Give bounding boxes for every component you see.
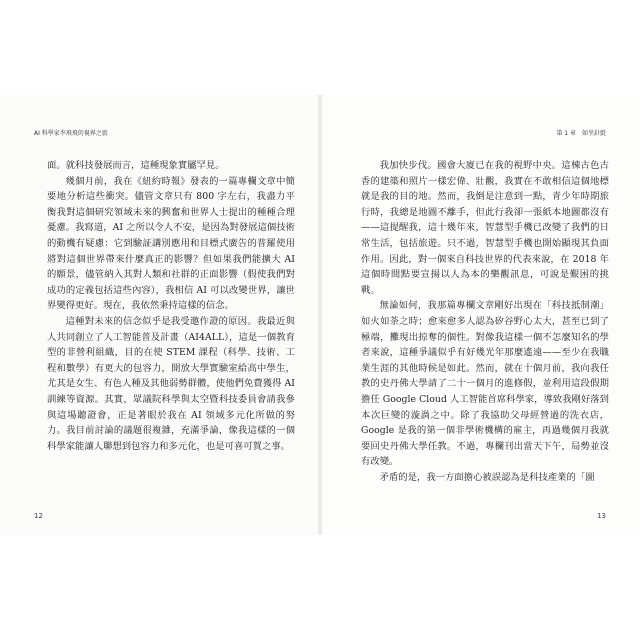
page-number-right: 13 [597,512,606,520]
paragraph: 我加快步伐。國會大廈已在我的視野中央。這棟古色古香的建築和照片一樣宏偉、壯觀，我實在不敢相信這個地標就是我的目的地。然而，我倒是注意到一點，青少年時期旅行時，我總是地圖不離手，但此行我卻一張紙本地圖都沒有——這提醒我，這十幾年來，智慧型手機已改變了我們的日常生活，包括旅遊。只不過，智慧型手機也開始顯現其負面作用。因此，對一個來自科技世界的代表來說，在 2018 年這個時間點要宣揚以人為本的樂觀訊息，可說是艱困的挑戰。 [361,160,609,296]
paragraph: 矛盾的是，我一方面擔心被誤認為是科技產業的「圖 [379,471,595,483]
running-head-book-title: AI 科學家李飛飛的視界之旅 [34,130,108,137]
paragraph: 幾個月前，我在《紐約時報》發表的一篇專欄文章中簡要地分析這些衝突。儘管文章只有 800 字左右，我盡力平衡我對這個研究領域未來的興奮和世界人士提出的種種合理憂慮。我寫道，AI 之所以令人不安，是因為對發展這個技術的動機有疑慮：它到驗証講別應用和目標式廣告的普羅使用將對這個世界帶來什麼真正的影響？但如果我們能擴大 AI 的願景，儘管納入其對人類和社群的正面影響（假使我們對成功的定義包括這些內容），我相信 AI 可以改變世界，讓世界變得更好。現在，我依然秉持這樣的信念。 [47,175,295,312]
running-head-chapter: 第 1 章 如坐針氈 [556,130,606,137]
paragraph: 無論如何，我那篇專欄文章剛好出現在「科技抵制潮」如火如荼之時；愈來愈多人認為矽谷野心太大，甚至已到了極端，攤現出掠奪的個性。對像我這樣一個不怎麼知名的學者來說，這種爭議似乎有好幾光年那麼遙遠——至少在我職業生涯的其他時候是如此。然而，就在十個月前，我向我任教的史丹佛大學請了二十一個月的進修假，並利用這段假期擔任 Google Cloud 人工智能首席科學家，導致我剛好落到本次巨變的漩渦之中。除了我協助父母經營過的洗衣店，Google 是我的第一個非學術機構的雇主，再過幾個月我就要回史丹佛大學任教。不過，專欄刊出當天下午，局勢並沒有改變。 [361,300,609,468]
left-page-text [47,158,295,454]
page-gutter [318,95,322,535]
paragraph: 面。就科技發展而言，這種現象實屬罕見。 [47,160,225,171]
right-page-text [361,158,609,485]
page-number-left: 12 [34,512,43,520]
paragraph: 這種對未來的信念似乎是我受邀作證的原因。我最近與人共同創立了人工智能普及計畫（AI4ALL），這是一個教育型的非營利組織，目的在使 STEM 課程（科學、技術、工程和數學）有更大的包容力，開放大學實驗室給高中學生，尤其是女生、有色人種及其他弱勢群體，使他們免費獲得 AI 訓練等資源。其實，眾議院科學與太空暨科技委員會請我參與這場聽證會，正是著眼於我在 AI 領域多元化所做的努力。我目前討論的議題很複雜，充滿爭論，像我這樣的一個科學家能讓人聯想到包容力和多元化，也是可喜可賀之事。 [47,315,295,452]
